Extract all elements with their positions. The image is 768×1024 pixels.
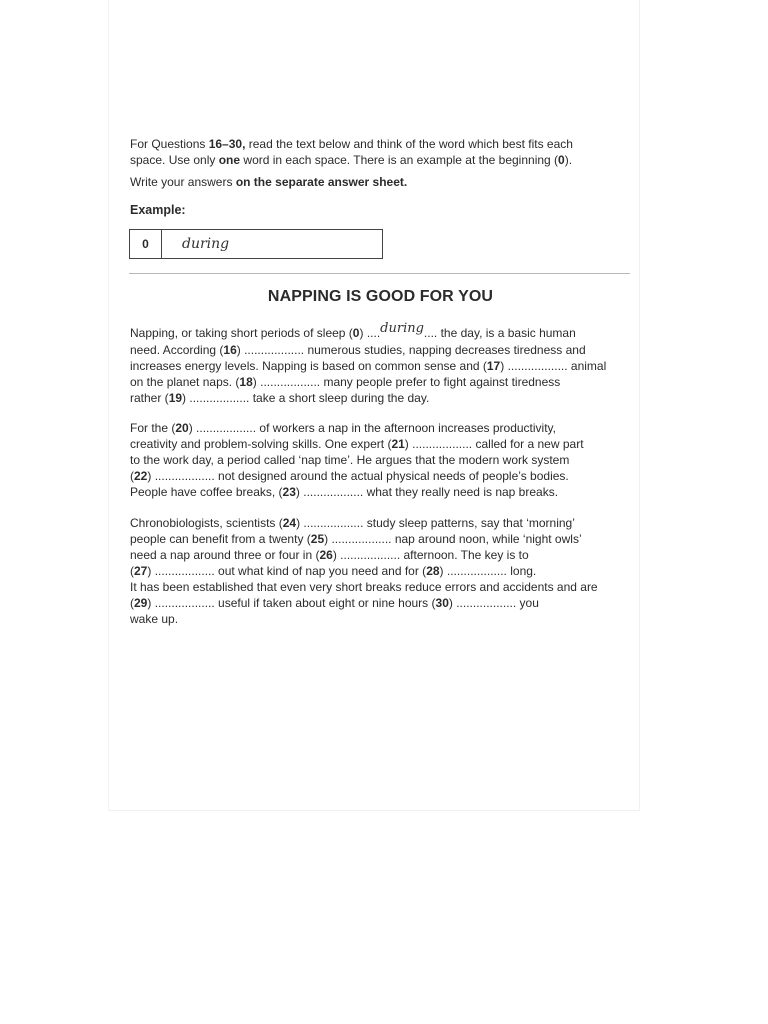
gap-number: 25 — [310, 532, 325, 546]
p-text: to the work day, a period called ‘nap time’. He argues that the modern work system — [130, 453, 570, 467]
gap-number: 23 — [282, 485, 296, 499]
gap-number: 0 — [352, 326, 360, 340]
instructions — [130, 136, 630, 168]
example-box — [129, 229, 383, 259]
p-text: ) .................. long. — [439, 564, 537, 578]
instructions-line-2 — [130, 152, 630, 168]
instr-text: ). — [564, 153, 573, 167]
p-text: ) .................. useful if taken about eight or nine hours ( — [147, 596, 436, 610]
gap-number: 19 — [168, 391, 183, 405]
gap-number: 28 — [426, 564, 440, 578]
p-text: ) .................. animal — [500, 359, 607, 373]
p-text: rather ( — [130, 391, 169, 405]
gap-number: 26 — [319, 548, 333, 562]
p-text: ) .... — [359, 326, 381, 340]
answer-sheet-note — [130, 175, 630, 189]
gap-number: 30 — [435, 596, 449, 610]
p-text: ) .................. not designed around the actual physical needs of people’s bodies. — [147, 469, 569, 483]
gap-number: 29 — [134, 596, 148, 610]
paragraph-3 — [130, 515, 635, 627]
gap-number: 18 — [239, 375, 253, 389]
p-text: wake up. — [130, 612, 179, 626]
example-label: Example: — [130, 203, 186, 217]
p-text: .... the day, is a basic human — [423, 326, 576, 340]
p-text: increases energy levels. Napping is based on common sense and ( — [130, 359, 487, 373]
p-text: ) .................. of workers a nap in the afternoon increases productivity, — [188, 421, 556, 435]
instr-bold: one — [218, 153, 241, 167]
paragraph-2 — [130, 420, 635, 500]
instr-text: For Questions — [130, 137, 209, 151]
instr-text: word in each space. There is an example at the beginning ( — [240, 153, 559, 167]
p-text: ) .................. what they really need is nap breaks. — [295, 485, 559, 499]
instructions-line-1 — [130, 136, 630, 152]
p-text: People have coffee breaks, ( — [130, 485, 283, 499]
gap-number: 24 — [282, 516, 297, 530]
example-answer: during — [182, 236, 230, 252]
gap-number: 16 — [223, 343, 237, 357]
p-text: ) .................. afternoon. The key is to — [332, 548, 529, 562]
p-text: people can benefit from a twenty ( — [130, 532, 311, 546]
p-text: ) .................. nap around noon, while ‘night owls’ — [324, 532, 582, 546]
p-text: on the planet naps. ( — [130, 375, 240, 389]
instr-bold: 16–30, — [208, 137, 246, 151]
divider — [129, 273, 630, 274]
p-text: Chronobiologists, scientists ( — [130, 516, 283, 530]
p-text: It has been established that even very short breaks reduce errors and accidents and are — [130, 580, 598, 594]
gap-number: 17 — [486, 359, 501, 373]
instr-bold: 0 — [558, 153, 565, 167]
p-text: ) .................. numerous studies, napping decreases tiredness and — [236, 343, 586, 357]
p-text: ( — [130, 469, 134, 483]
p-text: ) .................. out what kind of nap you need and for ( — [147, 564, 427, 578]
p-text: creativity and problem-solving skills. One expert ( — [130, 437, 392, 451]
p-text: need. According ( — [130, 343, 224, 357]
p-text: ) .................. many people prefer to fight against tiredness — [252, 375, 561, 389]
p-text: ) .................. you — [448, 596, 539, 610]
p-text: need a nap around three or four in ( — [130, 548, 320, 562]
instr-text: read the text below and think of the word which best fits each — [245, 137, 573, 151]
p-text: For the ( — [130, 421, 176, 435]
text-title: NAPPING IS GOOD FOR YOU — [267, 288, 494, 305]
gap-number: 27 — [134, 564, 148, 578]
gap-number: 21 — [391, 437, 405, 451]
write-bold: on the separate answer sheet. — [235, 175, 408, 189]
p-text: ) .................. study sleep patterns, say that ‘morning’ — [296, 516, 575, 530]
gap-number: 20 — [175, 421, 189, 435]
gap-number: 22 — [134, 469, 148, 483]
p-text: Napping, or taking short periods of sleep ( — [130, 326, 353, 340]
instr-text: space. Use only — [130, 153, 219, 167]
paragraph-1 — [130, 321, 635, 406]
p-text: ( — [130, 564, 134, 578]
write-text: Write your answers — [130, 175, 236, 189]
p-text: ) .................. called for a new part — [404, 437, 584, 451]
handwritten-answer: during — [380, 321, 424, 336]
p-text: ) .................. take a short sleep during the day. — [182, 391, 430, 405]
p-text: ( — [130, 596, 134, 610]
example-number: 0 — [130, 230, 162, 258]
